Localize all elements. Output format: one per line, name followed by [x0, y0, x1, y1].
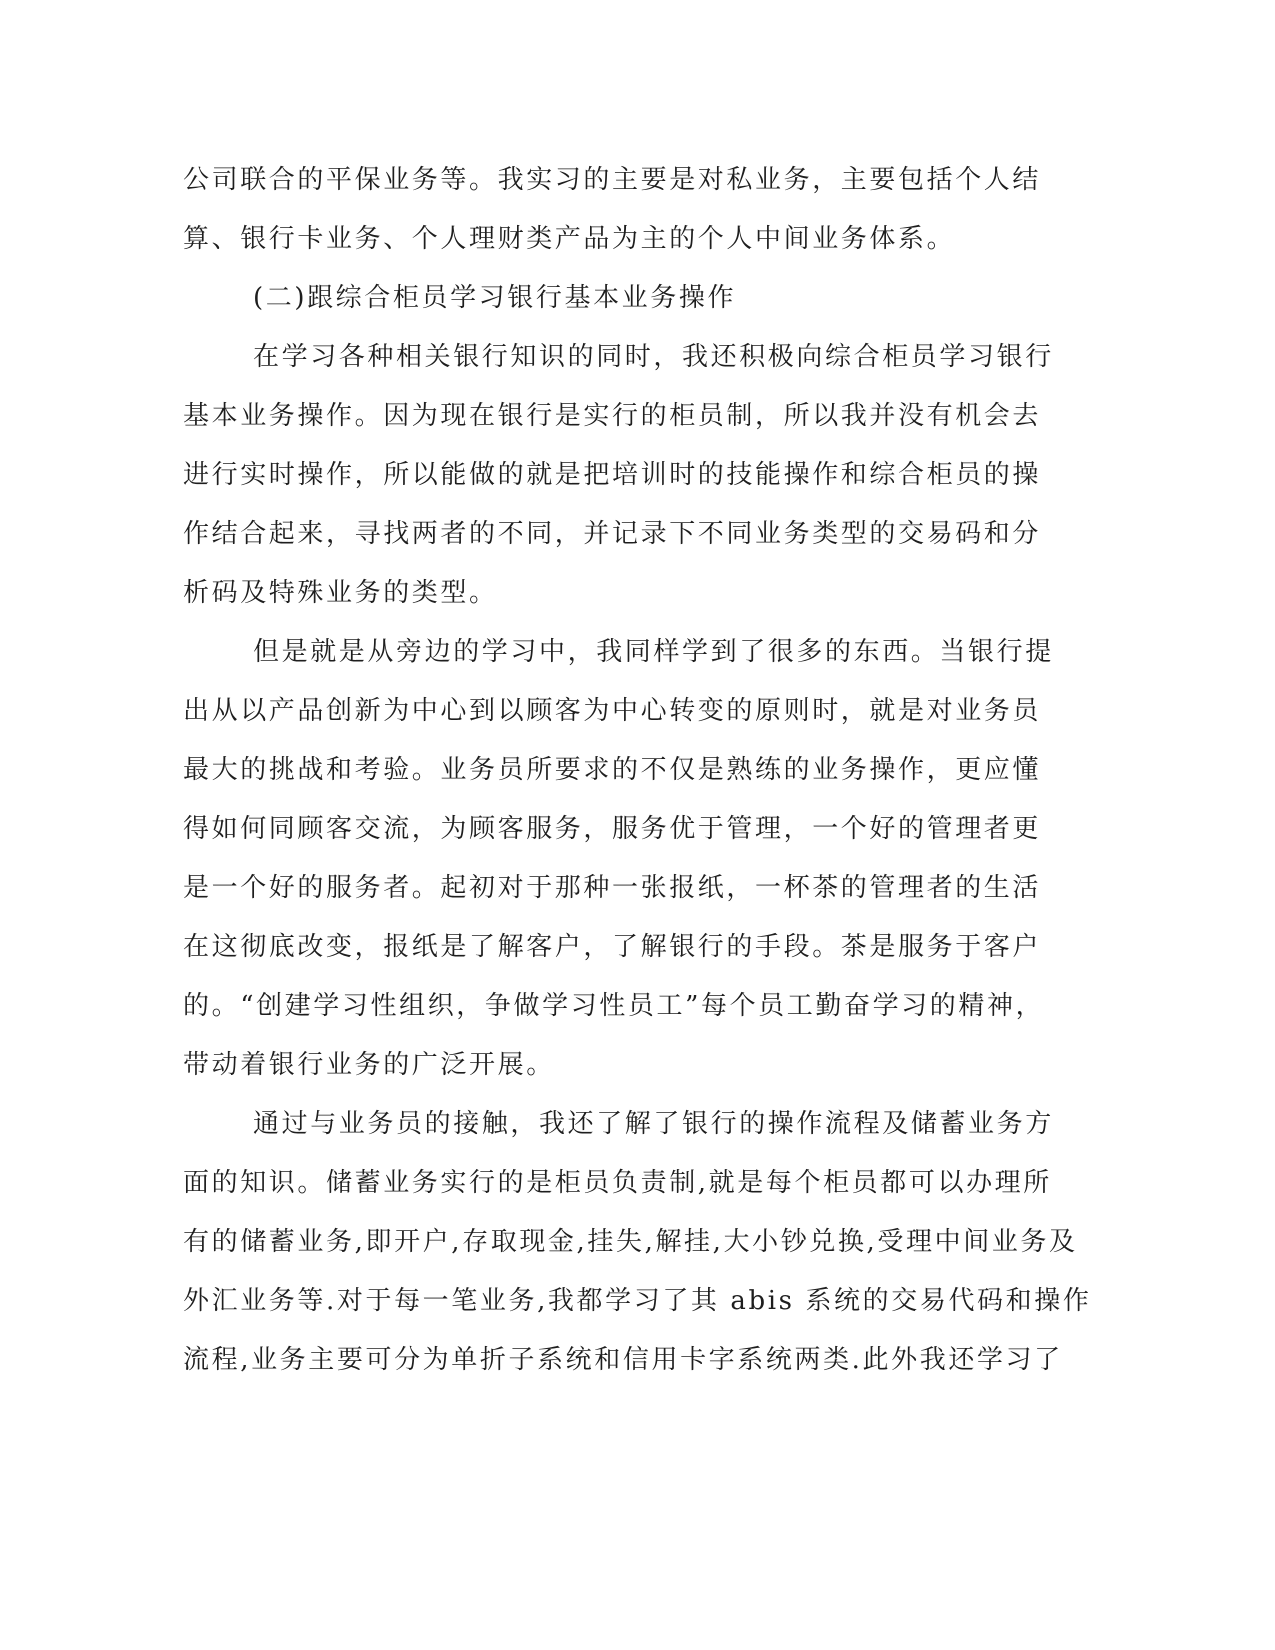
text-line: 通过与业务员的接触，我还了解了银行的操作流程及储蓄业务方	[253, 1109, 1054, 1139]
text-line: 有的储蓄业务,即开户,存取现金,挂失,解挂,大小钞兑换,受理中间业务及	[183, 1227, 1078, 1257]
text-line: 的。“创建学习性组织，争做学习性员工”每个员工勤奋学习的精神，	[183, 991, 1045, 1021]
text-line: 带动着银行业务的广泛开展。	[183, 1050, 555, 1080]
text-line: 但是就是从旁边的学习中，我同样学到了很多的东西。当银行提	[253, 637, 1054, 667]
text-line: 进行实时操作，所以能做的就是把培训时的技能操作和综合柜员的操	[183, 460, 1042, 490]
text-line: 算、银行卡业务、个人理财类产品为主的个人中间业务体系。	[183, 224, 956, 254]
text-line: 作结合起来，寻找两者的不同，并记录下不同业务类型的交易码和分	[183, 519, 1042, 549]
text-line: 析码及特殊业务的类型。	[183, 578, 498, 608]
text-line: 外汇业务等.对于每一笔业务,我都学习了其 abis 系统的交易代码和操作	[183, 1286, 1092, 1316]
text-line: 公司联合的平保业务等。我实习的主要是对私业务，主要包括个人结	[183, 165, 1042, 195]
text-line: 出从以产品创新为中心到以顾客为中心转变的原则时，就是对业务员	[183, 696, 1042, 726]
text-line: 流程,业务主要可分为单折子系统和信用卡字系统两类.此外我还学习了	[183, 1345, 1063, 1375]
text-line: 是一个好的服务者。起初对于那种一张报纸，一杯茶的管理者的生活	[183, 873, 1042, 903]
text-line: 在这彻底改变，报纸是了解客户，了解银行的手段。茶是服务于客户	[183, 932, 1042, 962]
section-heading: (二)跟综合柜员学习银行基本业务操作	[253, 283, 737, 313]
text-line: 基本业务操作。因为现在银行是实行的柜员制，所以我并没有机会去	[183, 401, 1042, 431]
text-line: 在学习各种相关银行知识的同时，我还积极向综合柜员学习银行	[253, 342, 1054, 372]
text-line: 最大的挑战和考验。业务员所要求的不仅是熟练的业务操作，更应懂	[183, 755, 1042, 785]
text-line: 面的知识。储蓄业务实行的是柜员负责制,就是每个柜员都可以办理所	[183, 1168, 1052, 1198]
text-line: 得如何同顾客交流，为顾客服务，服务优于管理，一个好的管理者更	[183, 814, 1042, 844]
